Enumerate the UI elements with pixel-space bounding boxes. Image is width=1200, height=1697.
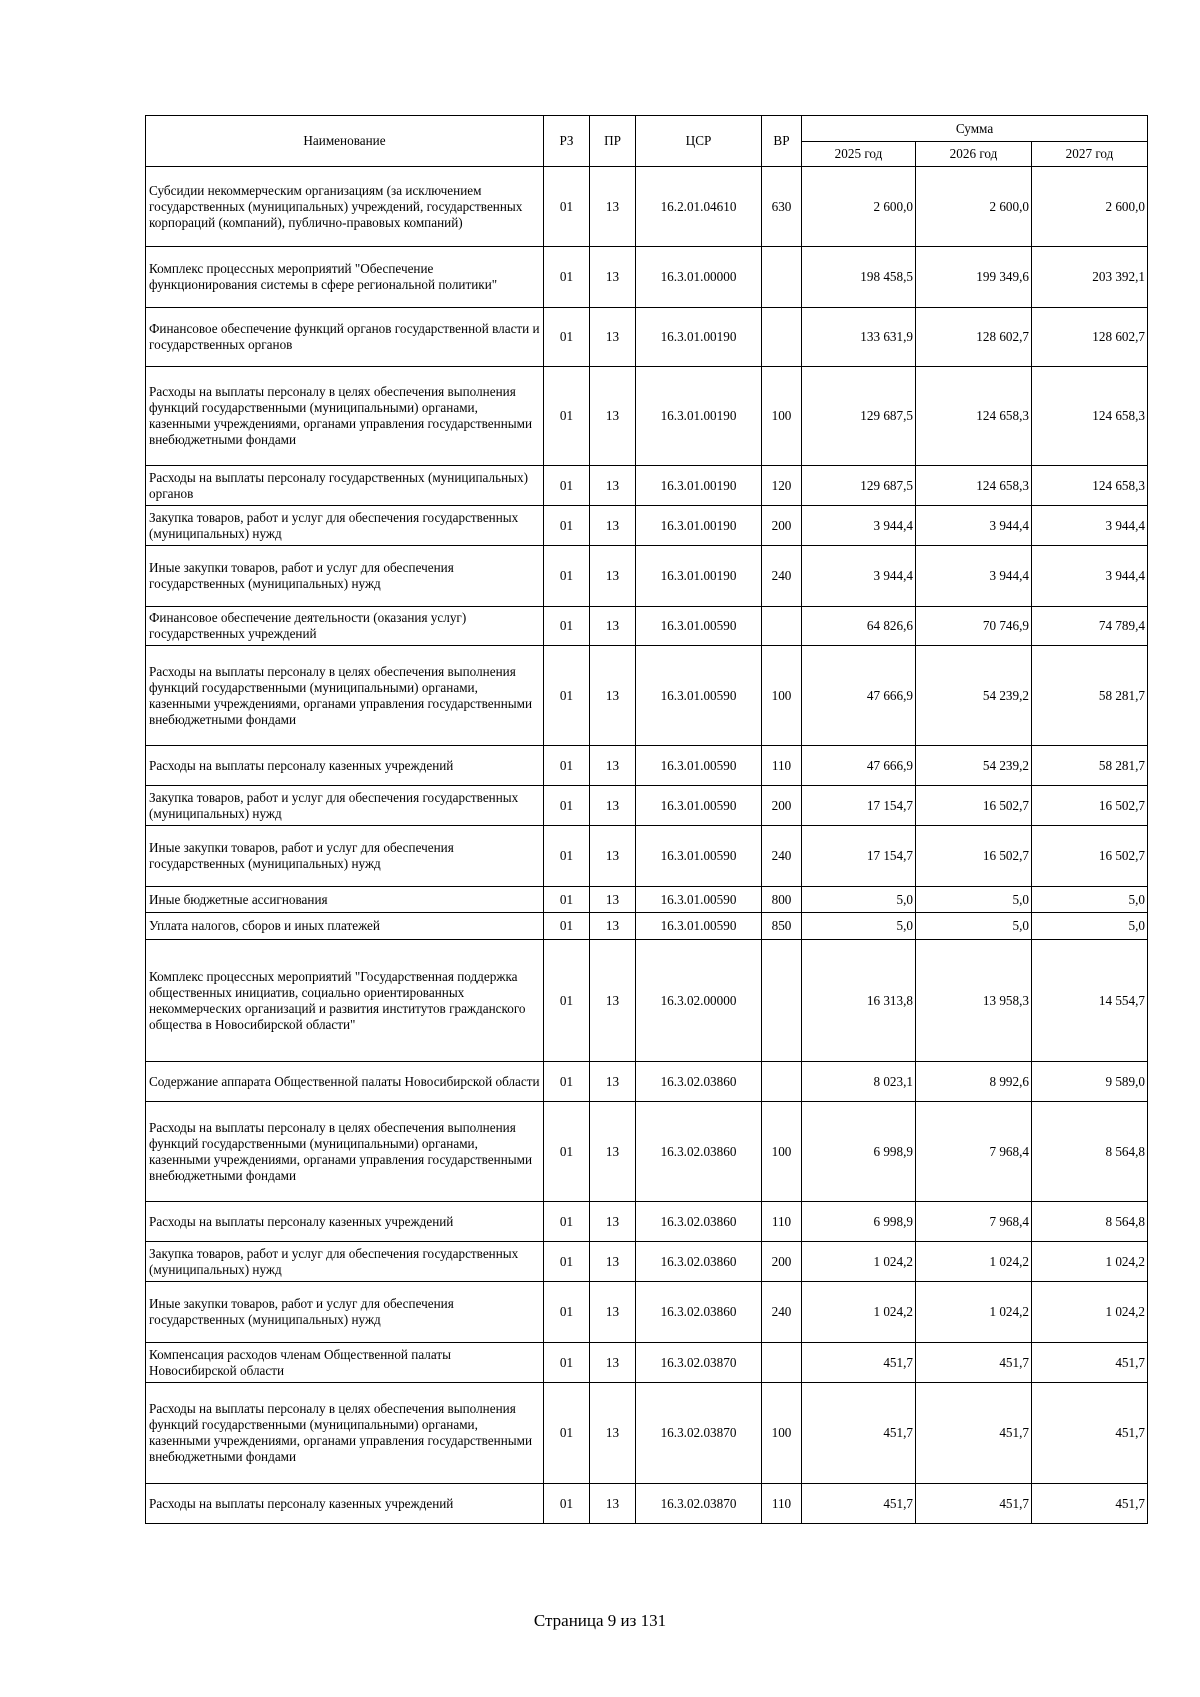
cell-2025: 451,7 — [802, 1343, 916, 1383]
cell-csr: 16.3.02.03870 — [636, 1383, 762, 1484]
cell-pr: 13 — [590, 1062, 636, 1102]
cell-2026: 54 239,2 — [916, 746, 1032, 786]
cell-csr: 16.3.02.03860 — [636, 1202, 762, 1242]
cell-name: Комплекс процессных мероприятий "Обеспечение функционирования системы в сфере региональной политики" — [146, 247, 544, 308]
header-vr: ВР — [762, 116, 802, 167]
cell-2025: 6 998,9 — [802, 1202, 916, 1242]
cell-csr: 16.3.01.00190 — [636, 466, 762, 506]
header-year-2026: 2026 год — [916, 142, 1032, 167]
cell-pr: 13 — [590, 506, 636, 546]
cell-name: Субсидии некоммерческим организациям (за исключением государственных (муниципальных) учреждений, государственных корпораций (компаний), публично-правовых компаний) — [146, 167, 544, 247]
cell-csr: 16.3.02.03860 — [636, 1282, 762, 1343]
cell-2026: 2 600,0 — [916, 167, 1032, 247]
table-row — [146, 466, 1148, 506]
cell-pr: 13 — [590, 746, 636, 786]
cell-vr — [762, 308, 802, 367]
cell-2027: 58 281,7 — [1032, 746, 1148, 786]
cell-pr: 13 — [590, 1242, 636, 1282]
table-row — [146, 1102, 1148, 1202]
cell-2027: 124 658,3 — [1032, 367, 1148, 466]
cell-vr: 200 — [762, 506, 802, 546]
table-row — [146, 746, 1148, 786]
cell-rz: 01 — [544, 1383, 590, 1484]
cell-vr: 100 — [762, 1383, 802, 1484]
cell-vr: 850 — [762, 913, 802, 940]
cell-rz: 01 — [544, 1484, 590, 1524]
cell-2027: 3 944,4 — [1032, 506, 1148, 546]
cell-2027: 3 944,4 — [1032, 546, 1148, 607]
cell-csr: 16.3.01.00000 — [636, 247, 762, 308]
cell-rz: 01 — [544, 786, 590, 826]
cell-name: Расходы на выплаты персоналу казенных учреждений — [146, 746, 544, 786]
budget-table — [145, 115, 1148, 1524]
cell-rz: 01 — [544, 940, 590, 1062]
cell-2026: 1 024,2 — [916, 1282, 1032, 1343]
cell-name: Иные закупки товаров, работ и услуг для обеспечения государственных (муниципальных) нужд — [146, 1282, 544, 1343]
cell-2026: 3 944,4 — [916, 546, 1032, 607]
cell-2025: 16 313,8 — [802, 940, 916, 1062]
cell-vr — [762, 247, 802, 308]
table-body — [146, 167, 1148, 1524]
cell-2026: 70 746,9 — [916, 607, 1032, 646]
cell-name: Уплата налогов, сборов и иных платежей — [146, 913, 544, 940]
cell-rz: 01 — [544, 1202, 590, 1242]
table-row — [146, 1242, 1148, 1282]
cell-2026: 5,0 — [916, 913, 1032, 940]
cell-2026: 16 502,7 — [916, 826, 1032, 887]
cell-2025: 2 600,0 — [802, 167, 916, 247]
header-pr: ПР — [590, 116, 636, 167]
cell-name: Финансовое обеспечение функций органов государственной власти и государственных органов — [146, 308, 544, 367]
cell-2025: 8 023,1 — [802, 1062, 916, 1102]
cell-2025: 129 687,5 — [802, 367, 916, 466]
cell-rz: 01 — [544, 826, 590, 887]
cell-2027: 74 789,4 — [1032, 607, 1148, 646]
cell-pr: 13 — [590, 786, 636, 826]
table-row — [146, 607, 1148, 646]
cell-2025: 451,7 — [802, 1383, 916, 1484]
cell-name: Компенсация расходов членам Общественной палаты Новосибирской области — [146, 1343, 544, 1383]
cell-vr — [762, 1343, 802, 1383]
cell-2027: 5,0 — [1032, 913, 1148, 940]
cell-2025: 5,0 — [802, 887, 916, 913]
cell-2027: 451,7 — [1032, 1484, 1148, 1524]
cell-rz: 01 — [544, 1062, 590, 1102]
cell-name: Закупка товаров, работ и услуг для обеспечения государственных (муниципальных) нужд — [146, 1242, 544, 1282]
cell-name: Расходы на выплаты персоналу казенных учреждений — [146, 1484, 544, 1524]
cell-vr — [762, 607, 802, 646]
cell-vr: 100 — [762, 1102, 802, 1202]
table-row — [146, 546, 1148, 607]
table-row — [146, 367, 1148, 466]
cell-2025: 47 666,9 — [802, 746, 916, 786]
cell-2025: 6 998,9 — [802, 1102, 916, 1202]
cell-pr: 13 — [590, 1383, 636, 1484]
cell-name: Иные закупки товаров, работ и услуг для обеспечения государственных (муниципальных) нужд — [146, 546, 544, 607]
cell-rz: 01 — [544, 506, 590, 546]
cell-2026: 124 658,3 — [916, 466, 1032, 506]
cell-pr: 13 — [590, 367, 636, 466]
cell-vr: 630 — [762, 167, 802, 247]
cell-2027: 58 281,7 — [1032, 646, 1148, 746]
cell-2026: 451,7 — [916, 1343, 1032, 1383]
table-row — [146, 1062, 1148, 1102]
cell-csr: 16.3.01.00590 — [636, 746, 762, 786]
cell-pr: 13 — [590, 308, 636, 367]
cell-vr: 200 — [762, 786, 802, 826]
table-row — [146, 887, 1148, 913]
cell-name: Комплекс процессных мероприятий "Государственная поддержка общественных инициатив, социально ориентированных некоммерческих организаций и развития институтов гражданского общества в Новосибирской области" — [146, 940, 544, 1062]
cell-vr: 800 — [762, 887, 802, 913]
cell-pr: 13 — [590, 1484, 636, 1524]
cell-2027: 451,7 — [1032, 1343, 1148, 1383]
cell-name: Расходы на выплаты персоналу государственных (муниципальных) органов — [146, 466, 544, 506]
cell-2026: 199 349,6 — [916, 247, 1032, 308]
cell-2027: 9 589,0 — [1032, 1062, 1148, 1102]
cell-csr: 16.3.01.00590 — [636, 887, 762, 913]
cell-2025: 47 666,9 — [802, 646, 916, 746]
cell-pr: 13 — [590, 940, 636, 1062]
cell-2026: 7 968,4 — [916, 1102, 1032, 1202]
cell-vr: 200 — [762, 1242, 802, 1282]
cell-rz: 01 — [544, 466, 590, 506]
cell-2025: 64 826,6 — [802, 607, 916, 646]
cell-2026: 124 658,3 — [916, 367, 1032, 466]
cell-2027: 16 502,7 — [1032, 786, 1148, 826]
cell-pr: 13 — [590, 913, 636, 940]
cell-rz: 01 — [544, 1242, 590, 1282]
cell-2025: 129 687,5 — [802, 466, 916, 506]
cell-pr: 13 — [590, 1343, 636, 1383]
cell-rz: 01 — [544, 746, 590, 786]
cell-vr: 240 — [762, 826, 802, 887]
table-row — [146, 1383, 1148, 1484]
cell-rz: 01 — [544, 1282, 590, 1343]
cell-2027: 14 554,7 — [1032, 940, 1148, 1062]
cell-2027: 2 600,0 — [1032, 167, 1148, 247]
cell-2026: 7 968,4 — [916, 1202, 1032, 1242]
cell-csr: 16.2.01.04610 — [636, 167, 762, 247]
cell-pr: 13 — [590, 546, 636, 607]
cell-name: Расходы на выплаты персоналу в целях обеспечения выполнения функций государственными (муниципальными) органами, казенными учреждениями, органами управления государственными внебюджетными фондами — [146, 646, 544, 746]
cell-rz: 01 — [544, 1102, 590, 1202]
cell-2027: 5,0 — [1032, 887, 1148, 913]
cell-2025: 1 024,2 — [802, 1242, 916, 1282]
cell-pr: 13 — [590, 646, 636, 746]
header-csr: ЦСР — [636, 116, 762, 167]
table-row — [146, 308, 1148, 367]
cell-name: Финансовое обеспечение деятельности (оказания услуг) государственных учреждений — [146, 607, 544, 646]
cell-2025: 3 944,4 — [802, 546, 916, 607]
cell-2027: 1 024,2 — [1032, 1242, 1148, 1282]
cell-vr: 240 — [762, 546, 802, 607]
cell-2025: 3 944,4 — [802, 506, 916, 546]
cell-csr: 16.3.02.03860 — [636, 1242, 762, 1282]
cell-csr: 16.3.01.00590 — [636, 826, 762, 887]
cell-2026: 54 239,2 — [916, 646, 1032, 746]
cell-vr — [762, 1062, 802, 1102]
cell-csr: 16.3.02.03860 — [636, 1102, 762, 1202]
cell-2026: 13 958,3 — [916, 940, 1032, 1062]
cell-2025: 198 458,5 — [802, 247, 916, 308]
cell-rz: 01 — [544, 646, 590, 746]
cell-2027: 203 392,1 — [1032, 247, 1148, 308]
cell-pr: 13 — [590, 247, 636, 308]
cell-rz: 01 — [544, 913, 590, 940]
table-row — [146, 1202, 1148, 1242]
cell-2026: 451,7 — [916, 1484, 1032, 1524]
cell-2026: 3 944,4 — [916, 506, 1032, 546]
cell-2025: 5,0 — [802, 913, 916, 940]
cell-pr: 13 — [590, 1102, 636, 1202]
cell-2026: 128 602,7 — [916, 308, 1032, 367]
header-name: Наименование — [146, 116, 544, 167]
cell-2026: 16 502,7 — [916, 786, 1032, 826]
header-year-2025: 2025 год — [802, 142, 916, 167]
header-year-2027: 2027 год — [1032, 142, 1148, 167]
table-row — [146, 167, 1148, 247]
table-row — [146, 786, 1148, 826]
cell-name: Расходы на выплаты персоналу в целях обеспечения выполнения функций государственными (муниципальными) органами, казенными учреждениями, органами управления государственными внебюджетными фондами — [146, 367, 544, 466]
table-row — [146, 247, 1148, 308]
cell-pr: 13 — [590, 466, 636, 506]
cell-rz: 01 — [544, 607, 590, 646]
cell-2025: 133 631,9 — [802, 308, 916, 367]
cell-rz: 01 — [544, 1343, 590, 1383]
cell-2027: 8 564,8 — [1032, 1202, 1148, 1242]
cell-2027: 451,7 — [1032, 1383, 1148, 1484]
cell-csr: 16.3.01.00590 — [636, 913, 762, 940]
cell-csr: 16.3.01.00190 — [636, 308, 762, 367]
table-header — [146, 116, 1148, 167]
cell-csr: 16.3.01.00590 — [636, 786, 762, 826]
page-number: Страница 9 из 131 — [533, 1611, 667, 1630]
table-row — [146, 1343, 1148, 1383]
cell-pr: 13 — [590, 167, 636, 247]
cell-2025: 17 154,7 — [802, 786, 916, 826]
table-row — [146, 1282, 1148, 1343]
cell-2025: 451,7 — [802, 1484, 916, 1524]
cell-2025: 17 154,7 — [802, 826, 916, 887]
cell-2026: 8 992,6 — [916, 1062, 1032, 1102]
cell-pr: 13 — [590, 1282, 636, 1343]
cell-rz: 01 — [544, 247, 590, 308]
cell-csr: 16.3.01.00190 — [636, 506, 762, 546]
cell-csr: 16.3.02.03860 — [636, 1062, 762, 1102]
cell-rz: 01 — [544, 546, 590, 607]
cell-name: Содержание аппарата Общественной палаты Новосибирской области — [146, 1062, 544, 1102]
cell-2027: 16 502,7 — [1032, 826, 1148, 887]
cell-pr: 13 — [590, 826, 636, 887]
table-row — [146, 913, 1148, 940]
cell-2026: 1 024,2 — [916, 1242, 1032, 1282]
cell-pr: 13 — [590, 1202, 636, 1242]
cell-name: Расходы на выплаты персоналу в целях обеспечения выполнения функций государственными (муниципальными) органами, казенными учреждениями, органами управления государственными внебюджетными фондами — [146, 1383, 544, 1484]
cell-2026: 5,0 — [916, 887, 1032, 913]
header-rz: РЗ — [544, 116, 590, 167]
cell-2027: 128 602,7 — [1032, 308, 1148, 367]
cell-vr: 100 — [762, 646, 802, 746]
cell-csr: 16.3.02.03870 — [636, 1484, 762, 1524]
header-sum: Сумма — [802, 116, 1148, 142]
cell-2027: 1 024,2 — [1032, 1282, 1148, 1343]
cell-name: Иные бюджетные ассигнования — [146, 887, 544, 913]
cell-name: Закупка товаров, работ и услуг для обеспечения государственных (муниципальных) нужд — [146, 786, 544, 826]
cell-csr: 16.3.01.00190 — [636, 367, 762, 466]
cell-name: Закупка товаров, работ и услуг для обеспечения государственных (муниципальных) нужд — [146, 506, 544, 546]
table-row — [146, 1484, 1148, 1524]
cell-2027: 8 564,8 — [1032, 1102, 1148, 1202]
cell-rz: 01 — [544, 367, 590, 466]
cell-vr — [762, 940, 802, 1062]
cell-2025: 1 024,2 — [802, 1282, 916, 1343]
cell-vr: 120 — [762, 466, 802, 506]
cell-vr: 110 — [762, 746, 802, 786]
cell-pr: 13 — [590, 887, 636, 913]
cell-rz: 01 — [544, 167, 590, 247]
table-row — [146, 646, 1148, 746]
table-row — [146, 940, 1148, 1062]
cell-csr: 16.3.01.00590 — [636, 646, 762, 746]
cell-csr: 16.3.02.00000 — [636, 940, 762, 1062]
cell-rz: 01 — [544, 887, 590, 913]
cell-pr: 13 — [590, 607, 636, 646]
cell-csr: 16.3.01.00190 — [636, 546, 762, 607]
cell-name: Расходы на выплаты персоналу казенных учреждений — [146, 1202, 544, 1242]
cell-name: Иные закупки товаров, работ и услуг для обеспечения государственных (муниципальных) нужд — [146, 826, 544, 887]
cell-vr: 240 — [762, 1282, 802, 1343]
cell-vr: 100 — [762, 367, 802, 466]
cell-2027: 124 658,3 — [1032, 466, 1148, 506]
cell-csr: 16.3.02.03870 — [636, 1343, 762, 1383]
cell-name: Расходы на выплаты персоналу в целях обеспечения выполнения функций государственными (муниципальными) органами, казенными учреждениями, органами управления государственными внебюджетными фондами — [146, 1102, 544, 1202]
cell-csr: 16.3.01.00590 — [636, 607, 762, 646]
cell-rz: 01 — [544, 308, 590, 367]
cell-vr: 110 — [762, 1202, 802, 1242]
cell-vr: 110 — [762, 1484, 802, 1524]
table-row — [146, 506, 1148, 546]
cell-2026: 451,7 — [916, 1383, 1032, 1484]
table-row — [146, 826, 1148, 887]
